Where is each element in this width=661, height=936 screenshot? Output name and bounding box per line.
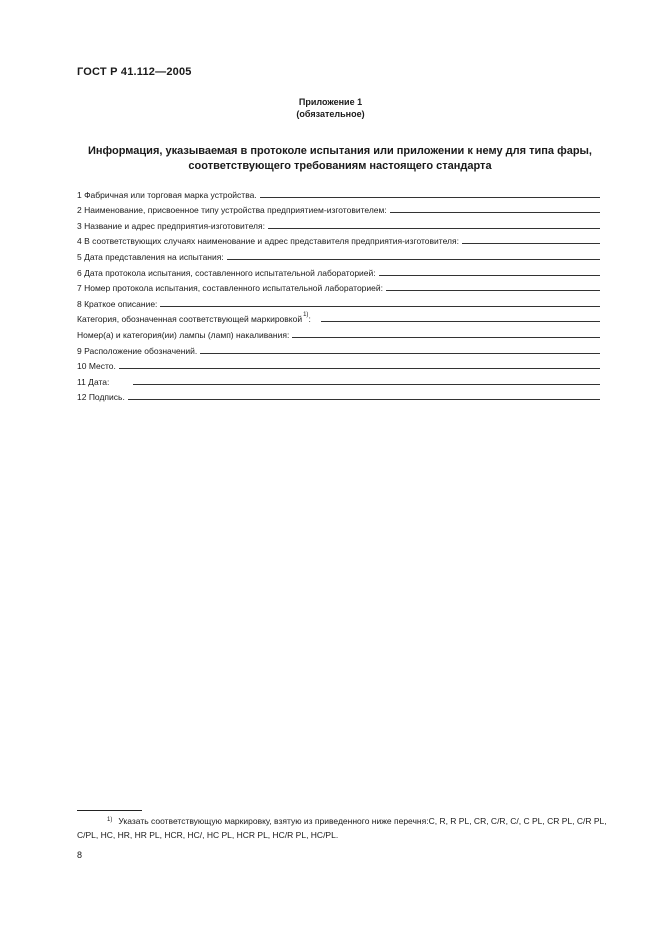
- form-label: 3 Название и адрес предприятия-изготовителя:: [77, 220, 265, 231]
- fill-in-line: [379, 275, 600, 276]
- form-label: 9 Расположение обозначений.: [77, 345, 198, 356]
- fill-in-line: [386, 290, 600, 291]
- document-title-line-2: соответствующего требованиям настоящего стандарта: [188, 160, 492, 172]
- form-label: 1 Фабричная или торговая марка устройства.: [77, 189, 257, 200]
- category-label-suffix: :: [308, 314, 311, 325]
- form-row-report-date: [77, 262, 600, 278]
- fill-in-line: [260, 197, 600, 198]
- form-label: 6 Дата протокола испытания, составленного испытательной лабораторией:: [77, 267, 376, 278]
- form-row-representative: [77, 231, 600, 247]
- fill-in-line: [128, 399, 600, 400]
- form-label: 7 Номер протокола испытания, составленного испытательной лабораторией:: [77, 283, 383, 294]
- footnote-text: Указать соответствующую маркировку, взятую из приведенного ниже перечня:С, R, R PL, CR, C/R, С/, С PL, CR PL, C/R PL, С/PL, НС, HR, HR PL, HCR, НС/, НС PL, HCR PL, HC/R PL, HC/PL.: [77, 816, 607, 840]
- form-row-category: [77, 309, 600, 325]
- annex-heading: [0, 96, 661, 120]
- form-row-place: [77, 356, 600, 372]
- fill-in-line: [200, 353, 600, 354]
- document-title-line-1: Информация, указываемая в протоколе испытания или приложении к нему для типа фары,: [87, 145, 592, 157]
- footnote-separator: [77, 810, 142, 811]
- form-row-submission-date: [77, 246, 600, 262]
- category-label-text: Категория, обозначенная соответствующей маркировкой: [77, 314, 303, 325]
- fill-in-line: [119, 368, 600, 369]
- form-row-lamps: [77, 324, 600, 340]
- footnote-ref: 1): [303, 312, 309, 319]
- document-title: [60, 144, 620, 174]
- form-row-date: [77, 371, 600, 387]
- form-label: Номер(а) и категория(ии) лампы (ламп) накаливания:: [77, 329, 290, 340]
- form-label: 10 Место.: [77, 361, 116, 372]
- fill-in-line: [133, 384, 600, 385]
- annex-title: Приложение 1: [298, 97, 363, 107]
- report-form: [77, 184, 600, 402]
- form-row-signature: [77, 387, 600, 403]
- footnote: [77, 814, 617, 842]
- form-label: 4 В соответствующих случаях наименование и адрес представителя предприятия-изготовителя:: [77, 236, 459, 247]
- form-label: 5 Дата представления на испытания:: [77, 251, 224, 262]
- form-row-report-number: [77, 278, 600, 294]
- form-row-description: [77, 293, 600, 309]
- fill-in-line: [321, 321, 600, 322]
- form-label: [77, 314, 311, 324]
- fill-in-line: [462, 243, 600, 244]
- form-row-type-name: [77, 200, 600, 216]
- fill-in-line: [292, 337, 600, 338]
- form-label: 2 Наименование, присвоенное типу устройства предприятием-изготовителем:: [77, 205, 387, 216]
- fill-in-line: [160, 306, 600, 307]
- fill-in-line: [268, 228, 600, 229]
- form-row-brand: [77, 184, 600, 200]
- footnote-mark: 1): [107, 817, 113, 823]
- form-label: 8 Краткое описание:: [77, 298, 158, 309]
- standard-code: ГОСТ Р 41.112—2005: [77, 66, 192, 78]
- fill-in-line: [390, 212, 600, 213]
- fill-in-line: [227, 259, 600, 260]
- form-row-marking-location: [77, 340, 600, 356]
- form-label: 11 Дата:: [77, 376, 110, 387]
- page-number: 8: [77, 850, 83, 860]
- annex-status: (обязательное): [296, 109, 365, 119]
- form-row-manufacturer: [77, 215, 600, 231]
- form-label: 12 Подпись.: [77, 392, 125, 403]
